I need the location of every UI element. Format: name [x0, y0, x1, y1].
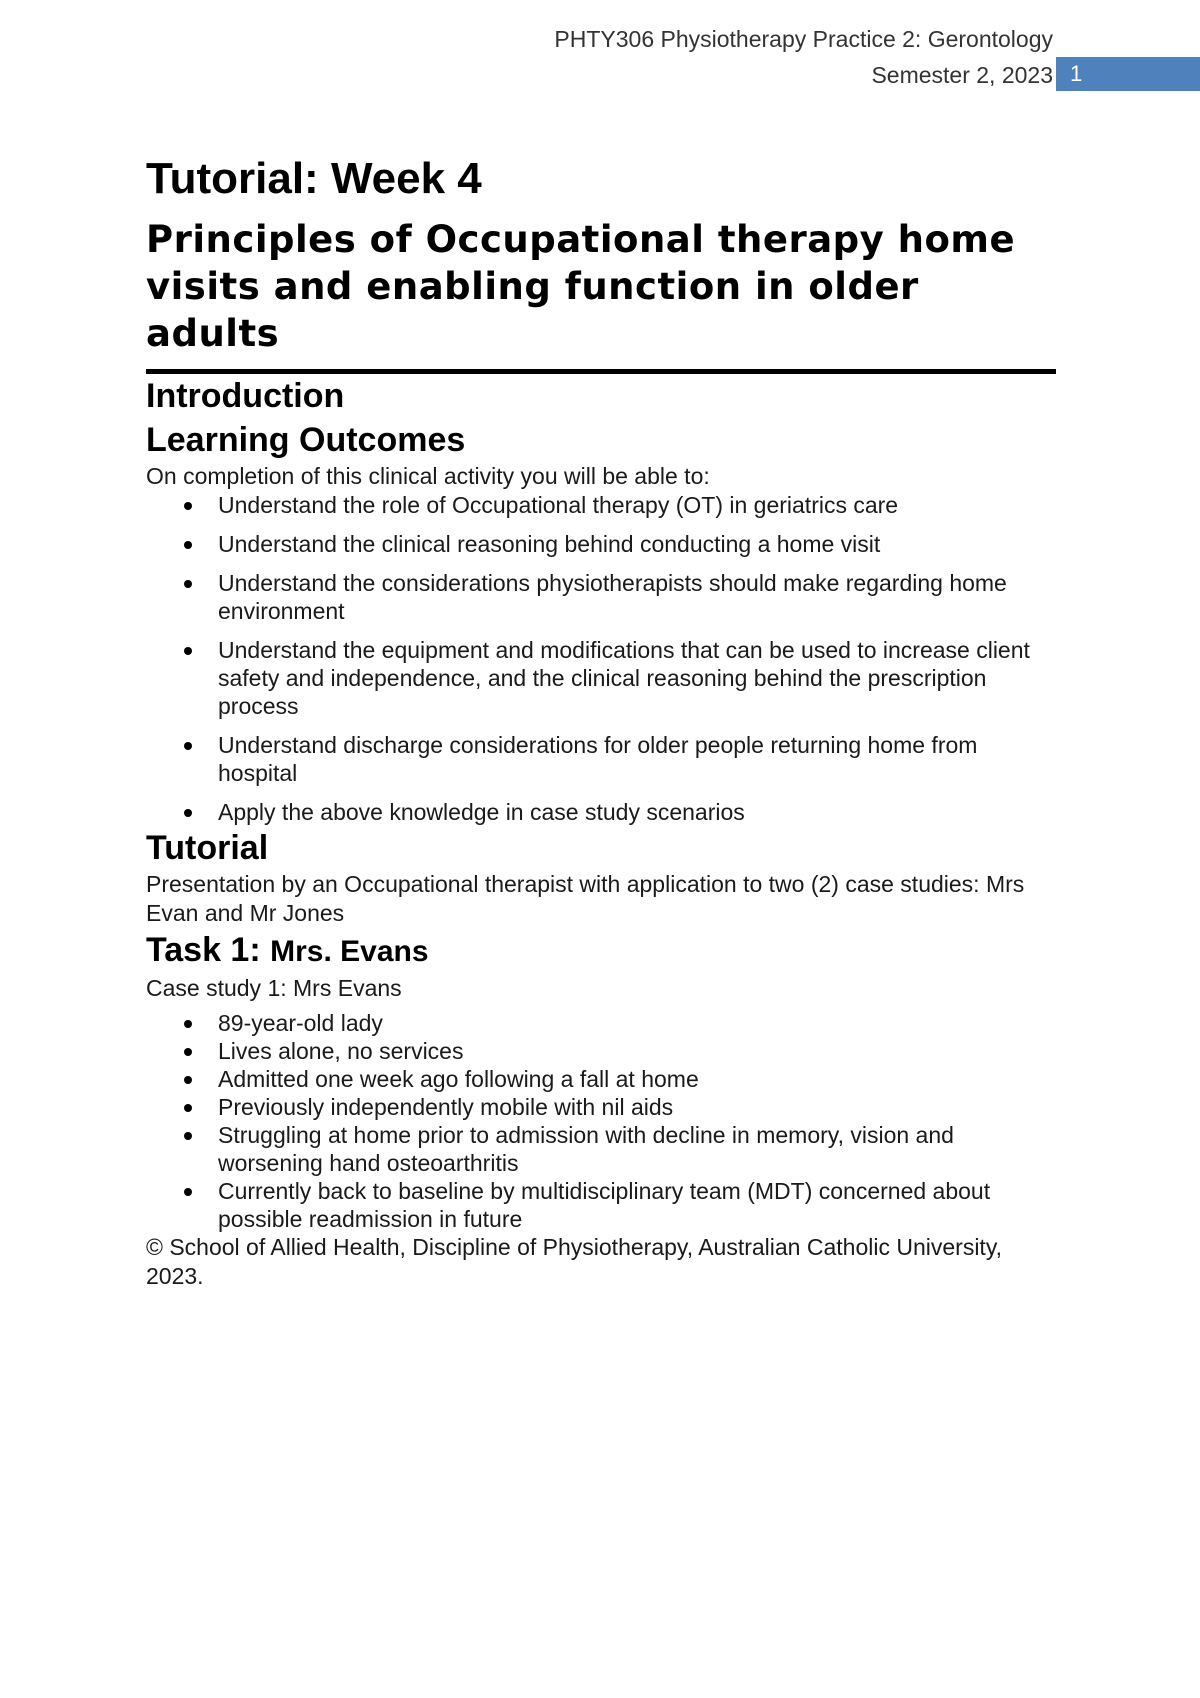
list-item-text: Understand the considerations physiotherapists should make regarding home environment: [218, 570, 1007, 624]
header-semester: Semester 2, 2023: [871, 62, 1053, 88]
introduction-heading: Introduction: [146, 377, 345, 415]
list-item: [146, 530, 1056, 558]
tutorial-description: Presentation by an Occupational therapist with application to two (2) case studies: Mrs Evan and Mr Jones: [146, 871, 1025, 926]
list-item: [146, 1037, 1056, 1065]
task1-heading: [146, 928, 1056, 974]
learning-outcomes-list: [146, 491, 1056, 826]
bullet-icon: [184, 647, 192, 655]
bullet-icon: [184, 541, 192, 549]
bullet-icon: [184, 1020, 192, 1028]
list-item: [146, 1177, 1056, 1233]
task1-heading-prefix: Task 1:: [146, 931, 271, 969]
bullet-icon: [184, 1132, 192, 1140]
bullet-icon: [184, 1048, 192, 1056]
list-item-text: Understand the clinical reasoning behind conducting a home visit: [218, 531, 881, 557]
learning-outcomes-heading: Learning Outcomes: [146, 421, 466, 459]
list-item: [146, 491, 1056, 519]
list-item: [146, 636, 1056, 720]
page-number: 1: [1070, 61, 1083, 86]
list-item-text: Previously independently mobile with nil aids: [218, 1094, 674, 1120]
case-study-list: [146, 1009, 1056, 1233]
list-item-text: Admitted one week ago following a fall at home: [218, 1066, 699, 1092]
bullet-icon: [184, 1188, 192, 1196]
list-item-text: Understand the equipment and modifications that can be used to increase client safety and independence, and the clinical reasoning behind the prescription process: [218, 637, 1030, 719]
list-item: [146, 798, 1056, 826]
list-item-text: Understand the role of Occupational therapy (OT) in geriatrics care: [218, 492, 899, 518]
tutorial-heading: Tutorial: [146, 829, 269, 867]
page-title: Tutorial: Week 4: [146, 154, 482, 203]
list-item-text: Lives alone, no services: [218, 1038, 464, 1064]
header-course-title: PHTY306 Physiotherapy Practice 2: Gerontology: [554, 26, 1053, 52]
list-item-text: Apply the above knowledge in case study scenarios: [218, 799, 745, 825]
bullet-icon: [184, 1104, 192, 1112]
document-body: [146, 150, 1056, 1291]
copyright-footer: © School of Allied Health, Discipline of Physiotherapy, Australian Catholic University, 2023.: [146, 1234, 1002, 1289]
bullet-icon: [184, 809, 192, 817]
page-number-badge: [1056, 57, 1200, 91]
list-item: [146, 1121, 1056, 1177]
list-item-text: Understand discharge considerations for older people returning home from hospital: [218, 732, 978, 786]
bullet-icon: [184, 742, 192, 750]
bullet-icon: [184, 1076, 192, 1084]
list-item-text: Struggling at home prior to admission with decline in memory, vision and worsening hand osteoarthritis: [218, 1122, 954, 1176]
list-item: [146, 569, 1056, 625]
list-item: [146, 1065, 1056, 1093]
list-item: [146, 731, 1056, 787]
list-item-text: Currently back to baseline by multidisciplinary team (MDT) concerned about possible readmission in future: [218, 1178, 991, 1232]
list-item-text: 89-year-old lady: [218, 1010, 383, 1036]
page-subtitle: Principles of Occupational therapy home visits and enabling function in older adults: [146, 218, 1016, 355]
learning-outcomes-lead: On completion of this clinical activity you will be able to:: [146, 463, 710, 489]
list-item: [146, 1009, 1056, 1037]
bullet-icon: [184, 580, 192, 588]
case-study-label: Case study 1: Mrs Evans: [146, 975, 402, 1001]
bullet-icon: [184, 502, 192, 510]
list-item: [146, 1093, 1056, 1121]
task1-heading-name: Mrs. Evans: [270, 935, 429, 968]
